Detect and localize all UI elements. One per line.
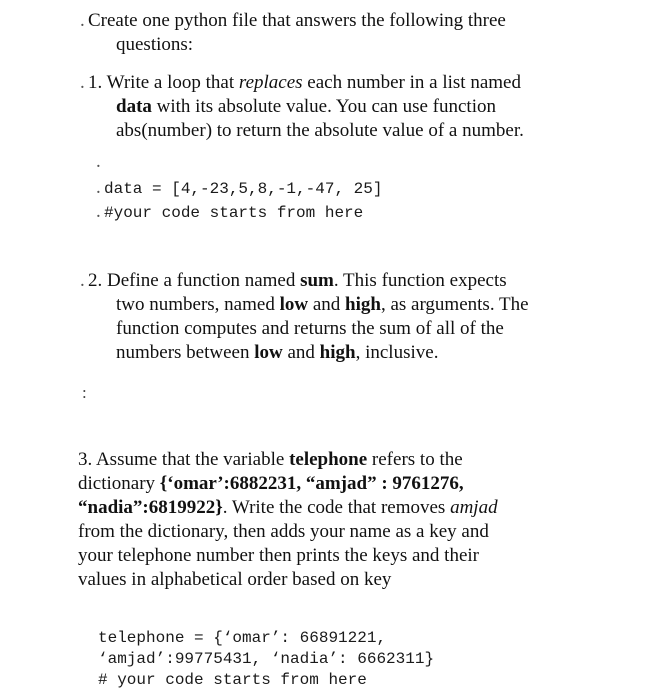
q2-keyword-high: high <box>345 294 381 315</box>
q3-line-4: from the dictionary, then adds your name as a key and <box>78 521 489 542</box>
intro-line-1: Create one python file that answers the following three <box>88 10 506 31</box>
q3-line-2 <box>78 472 464 496</box>
q2-line-1 <box>88 269 507 293</box>
q2-keyword-low: low <box>279 294 309 315</box>
bullet-marker: . <box>96 151 101 172</box>
q3-text: . Write the code that removes <box>222 497 451 518</box>
q1-code-line-2: #your code starts from here <box>104 204 364 222</box>
q1-emphasis: replaces <box>238 72 303 93</box>
q3-text: dictionary <box>78 473 160 494</box>
bullet-marker: . <box>80 72 85 93</box>
q2-number: 2. <box>88 270 103 291</box>
bullet-marker: . <box>80 270 85 291</box>
q3-text: 3. Assume that the variable <box>78 449 290 470</box>
q3-line-1 <box>78 448 463 472</box>
q3-line-3 <box>78 496 498 520</box>
q2-keyword-high: high <box>319 342 356 363</box>
q3-code-line-1: telephone = {‘omar’: 66891221, <box>98 629 387 647</box>
q2-text: . This function expects <box>333 270 507 291</box>
q3-emphasis: amjad <box>450 497 498 518</box>
q1-line-2 <box>116 95 496 119</box>
q1-text: with its absolute value. You can use function <box>151 96 496 117</box>
q2-text: , as arguments. The <box>380 294 529 315</box>
bullet-marker: . <box>96 177 101 198</box>
q2-line-2 <box>116 293 529 317</box>
q2-text: and <box>282 342 320 363</box>
q2-text: numbers between <box>116 342 255 363</box>
bullet-marker: . <box>80 10 85 31</box>
intro-line-2: questions: <box>116 34 194 55</box>
q1-line-1 <box>88 71 521 95</box>
q1-text: Write a loop that <box>106 72 239 93</box>
q2-line-4 <box>116 341 438 365</box>
q2-line-3: function computes and returns the sum of all of the <box>116 318 504 339</box>
q2-keyword-sum: sum <box>300 270 334 291</box>
q3-code-line-2: ‘amjad’:99775431, ‘nadia’: 6662311} <box>98 650 435 668</box>
q2-text: and <box>308 294 346 315</box>
q3-text: refers to the <box>367 449 463 470</box>
q1-keyword-data: data <box>116 96 152 117</box>
q3-dictionary-literal: “nadia”:6819922} <box>78 497 223 518</box>
q1-number: 1. <box>88 72 103 93</box>
q2-keyword-low: low <box>254 342 283 363</box>
q2-text: two numbers, named <box>116 294 280 315</box>
q1-text: each number in a list named <box>302 72 521 93</box>
q3-keyword-telephone: telephone <box>289 449 368 470</box>
q3-line-5: your telephone number then prints the keys and their <box>78 545 480 566</box>
q2-text: Define a function named <box>107 270 301 291</box>
q3-dictionary-literal: {‘omar’:6882231, “amjad” : 9761276, <box>159 473 464 494</box>
q3-code-line-3: # your code starts from here <box>98 671 367 689</box>
q3-line-6: values in alphabetical order based on key <box>78 569 392 590</box>
q1-line-3: abs(number) to return the absolute value of a number. <box>116 120 524 141</box>
q2-text: , inclusive. <box>355 342 439 363</box>
bullet-marker: . <box>96 201 101 222</box>
colon-marker: : <box>82 383 87 402</box>
q1-code-line-1: data = [4,-23,5,8,-1,-47, 25] <box>104 180 383 198</box>
